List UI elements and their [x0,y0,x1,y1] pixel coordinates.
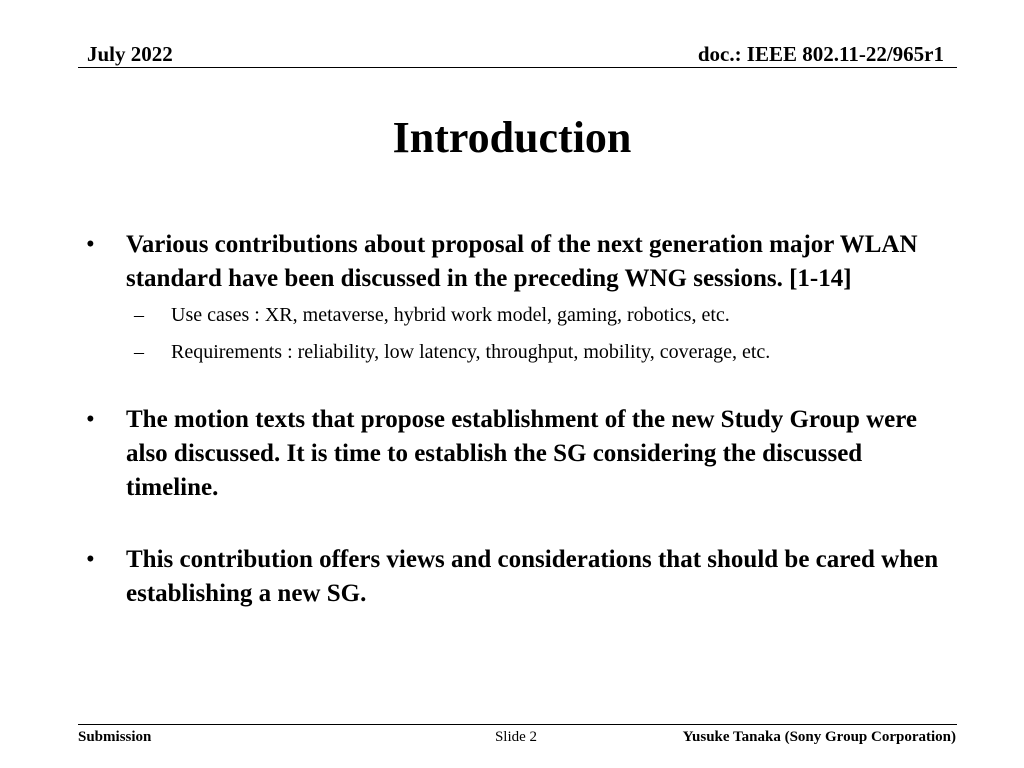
header-date: July 2022 [87,42,173,66]
dash-marker: – [134,304,144,326]
header-rule [78,67,957,68]
footer-slide-number: Slide 2 [494,729,538,745]
bullet-text: Various contributions about proposal of the next generation major WLAN standard have been discussed in the preceding WNG sessions. [1-14] [126,231,918,292]
bullet-text: This contribution offers views and considerations that should be cared when establishing a new SG. [126,546,939,607]
sub-bullet-item [126,337,960,367]
sub-bullet-text: Requirements : reliability, low latency, throughput, mobility, coverage, etc. [171,341,771,363]
sub-bullet-item [126,300,960,330]
footer-rule [78,724,957,725]
bullet-text: The motion texts that propose establishment of the new Study Group were also discussed. It is time to establish the SG considering the discussed timeline. [126,406,917,501]
dash-marker: – [134,341,144,363]
bullet-list [80,228,960,611]
slide-title: Introduction [392,113,632,162]
bullet-marker: • [86,546,95,573]
bullet-item [80,403,960,505]
bullet-item [80,228,960,367]
footer-submission: Submission [78,729,152,745]
bullet-marker: • [86,231,95,258]
footer-author: Yusuke Tanaka (Sony Group Corporation) [682,729,956,745]
sub-bullet-list [126,300,960,367]
sub-bullet-text: Use cases : XR, metaverse, hybrid work model, gaming, robotics, etc. [171,304,730,326]
bullet-marker: • [86,406,95,433]
header-doc-id: doc.: IEEE 802.11-22/965r1 [697,42,944,66]
bullet-item [80,543,960,611]
